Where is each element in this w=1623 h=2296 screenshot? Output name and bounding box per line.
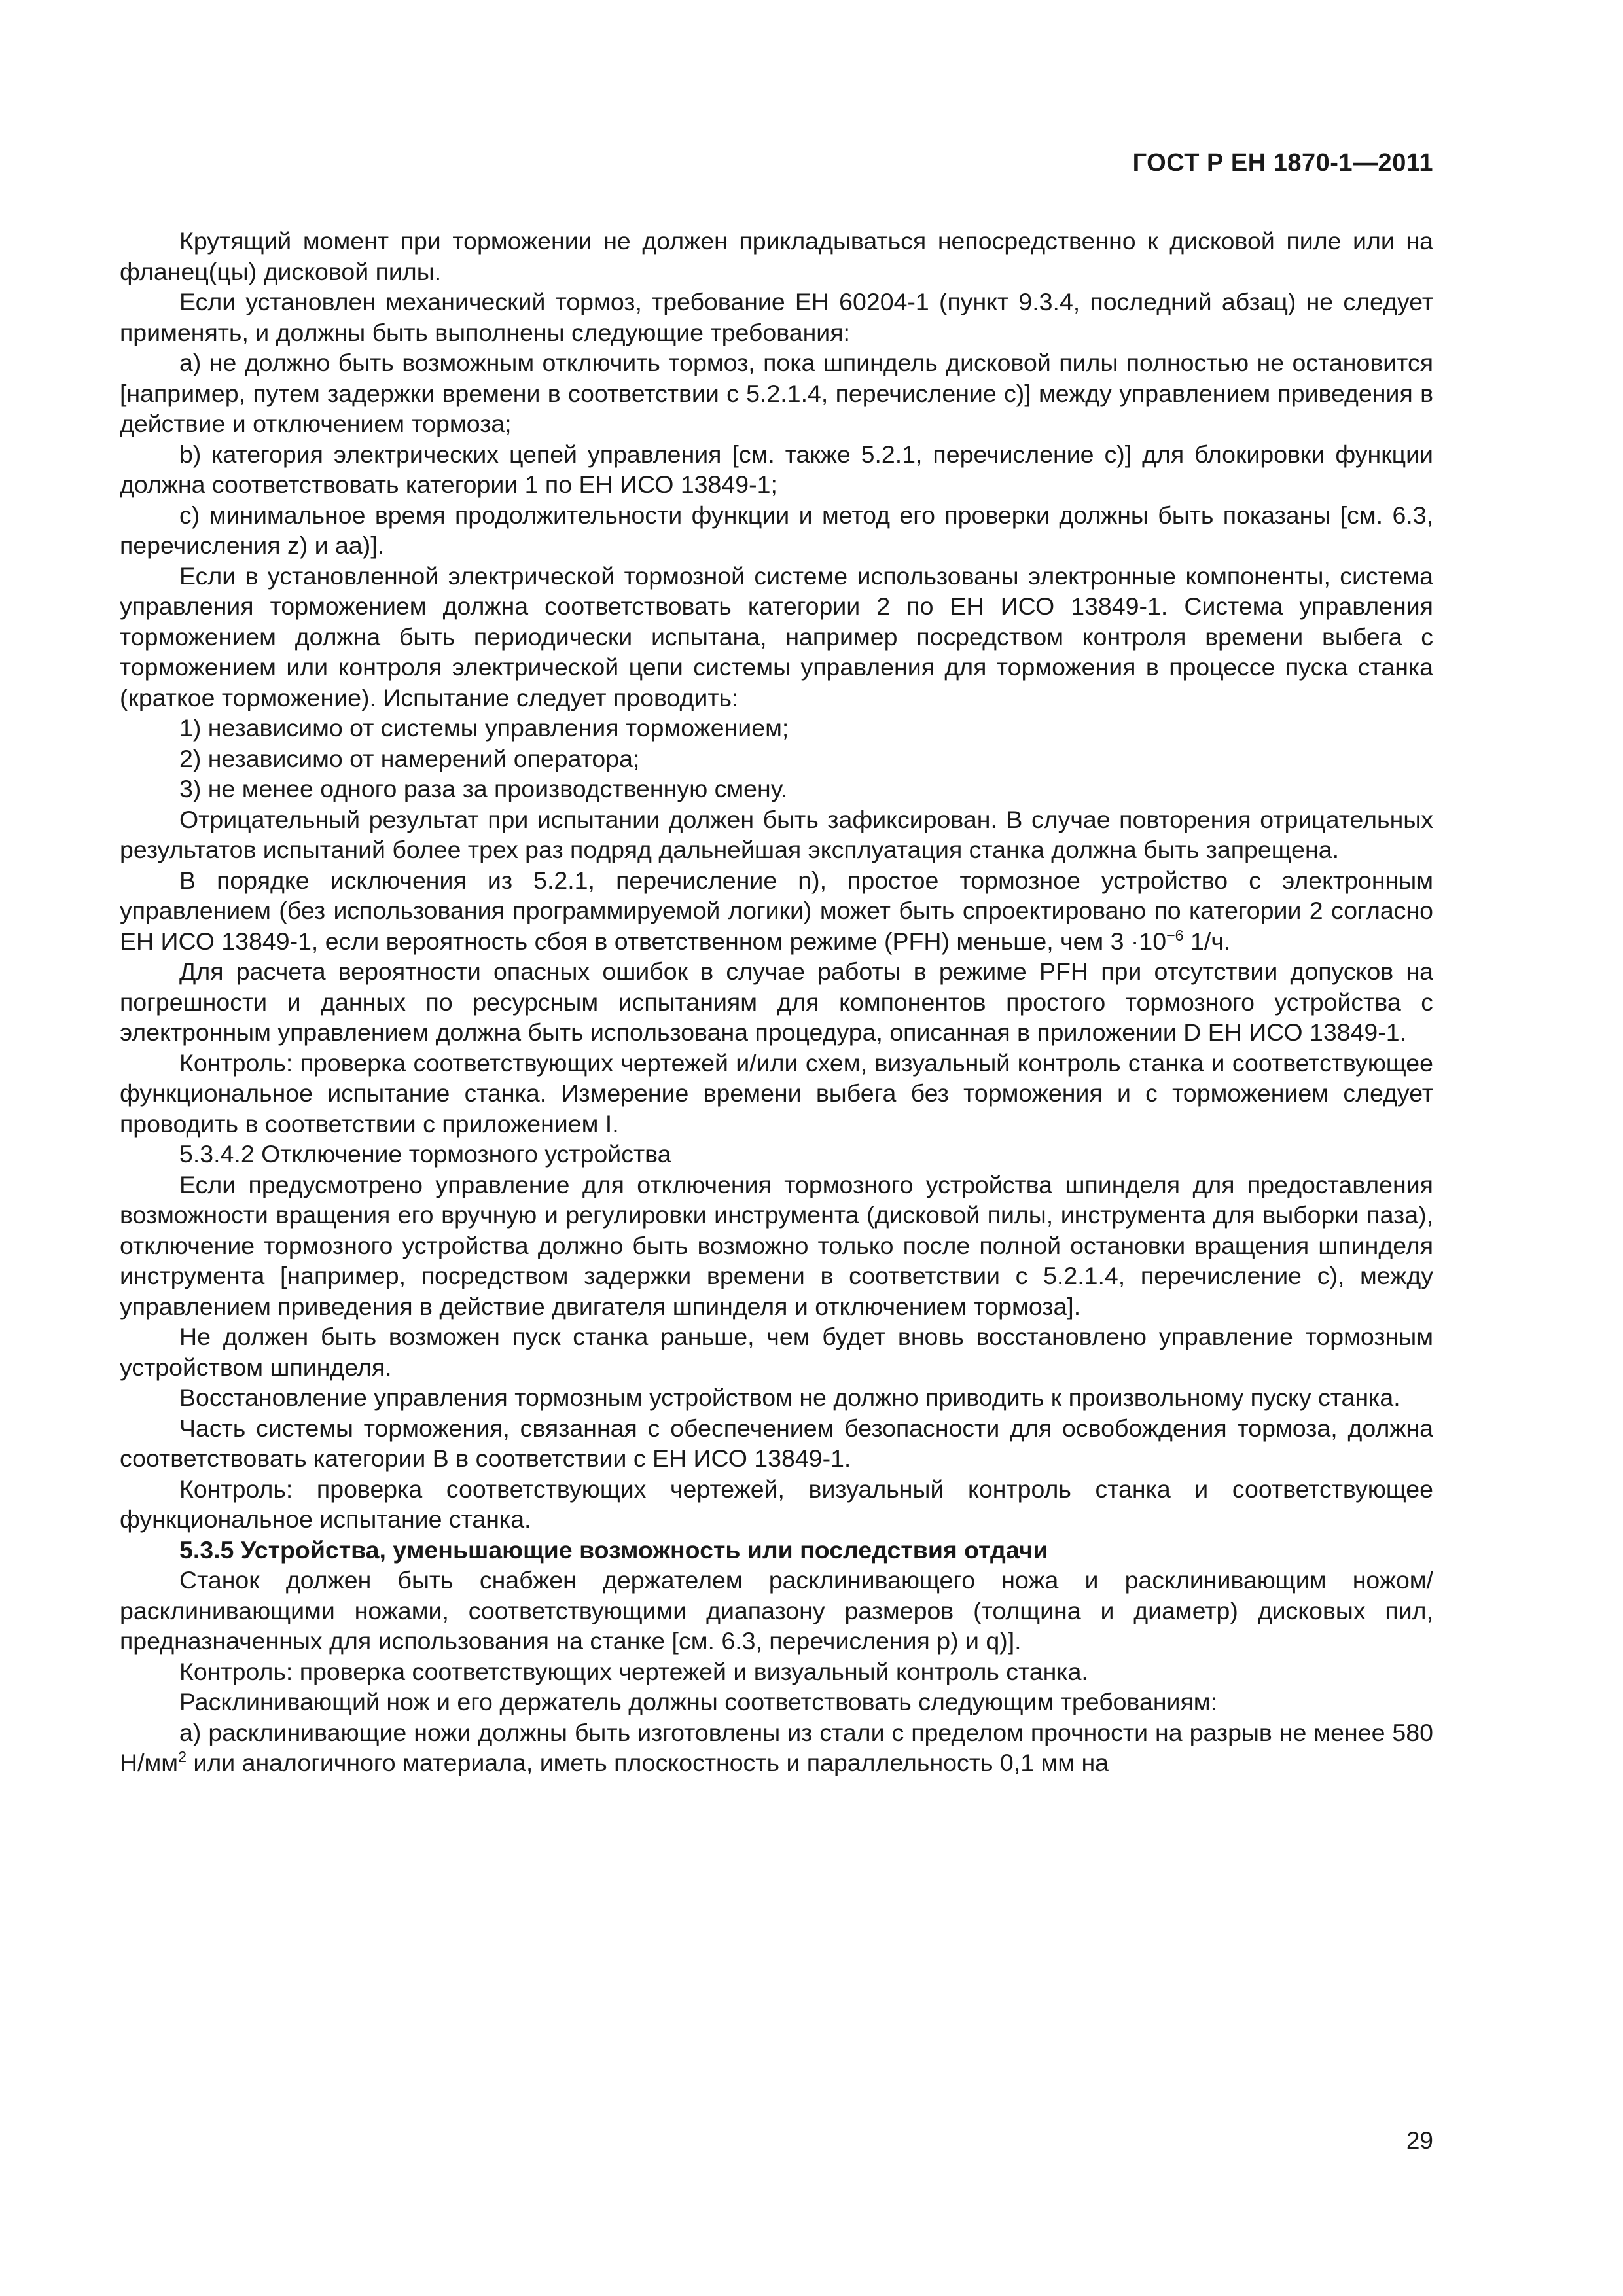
steel-text-after: или аналогичного материала, иметь плоскостность и параллельность 0,1 мм на [187,1749,1109,1776]
paragraph-safety-category: Часть системы торможения, связанная с обеспечением безопасности для освобождения тормоза, должна соответствовать категории B в соответствии с ЕН ИСО 13849-1. [120,1414,1433,1472]
paragraph-calculation: Для расчета вероятности опасных ошибок в случае работы в режиме PFH при отсутствии допусков на погрешности и данных по ресурсным испытаниям для компонентов простого тормозного устройства с электронным управлением должна быть использована процедура, описанная в приложении D ЕН ИСО 13849-1. [120,958,1433,1046]
pfh-exponent: −6 [1166,926,1184,944]
list-item-3: 3) не менее одного раза за производственную смену. [179,775,788,802]
paragraph-control-2: Контроль: проверка соответствующих чертежей, визуальный контроль станка и соответствующее функциональное испытание станка. [120,1475,1433,1533]
paragraph-pfh-exception [120,865,1433,957]
pfh-text: В порядке исключения из 5.2.1, перечисление n), простое тормозное устройство с электронным управлением (без использования программируемой логики) может быть спроектировано по категории 2 согласно ЕН ИСО 13849-1, если вероятность сбоя в ответственном режиме (PFH) меньше, чем 3 ·10 [120,866,1433,955]
paragraph-brake-disable: Если предусмотрено управление для отключения тормозного устройства шпинделя для предоставления возможности вращения его вручную и регулировки инструмента (дисковой пилы, инструмента для выборки паза), отключение тормозного устройства должно быть возможно только после полной остановки вращения шпинделя инструмента [например, посредством задержки времени в соответствии с 5.2.1.4, перечисление c), между управлением приведения в действие двигателя шпинделя и отключением тормоза]. [120,1170,1433,1320]
paragraph-control-1: Контроль: проверка соответствующих чертежей и/или схем, визуальный контроль станка и соответствующее функциональное испытание станка. Измерение времени выбега без торможения и с торможением следует проводить в соответствии с приложением I. [120,1049,1433,1138]
page-number: 29 [1406,2127,1433,2154]
paragraph-riving-knife: Станок должен быть снабжен держателем расклинивающего ножа и расклинивающим ножом/расклинивающими ножами, соответствующими диапазону размеров (толщина и диаметр) дисковых пил, предназначенных для использования на станке [см. 6.3, перечисления p) и q)]. [120,1566,1433,1655]
steel-text: a) расклинивающие ножи должны быть изготовлены из стали с пределом прочности на разрыв не менее 580 Н/мм [120,1718,1433,1776]
paragraph-mechanical-brake: Если установлен механический тормоз, требование ЕН 60204-1 (пункт 9.3.4, последний абзац) не следует применять, и должны быть выполнены следующие требования: [120,288,1433,346]
paragraph-negative-result: Отрицательный результат при испытании должен быть зафиксирован. В случае повторения отрицательных результатов испытаний более трех раз подряд дальнейшая эксплуатация станка должна быть запрещена. [120,805,1433,863]
paragraph-electronic-brake: Если в установленной электрической тормозной системе использованы электронные компоненты, система управления торможением должна соответствовать категории 2 по ЕН ИСО 13849-1. Система управления торможением должна быть периодически испытана, например посредством контроля времени выбега с торможением или контроля электрической цепи системы управления для торможения в процессе пуска станка (краткое торможение). Испытание следует проводить: [120,562,1433,711]
mm-squared-superscript: 2 [178,1748,187,1766]
section-heading-5-3-5: 5.3.5 Устройства, уменьшающие возможность или последствия отдачи [179,1535,1048,1564]
paragraph-requirements-intro: Расклинивающий нож и его держатель должны соответствовать следующим требованиям: [179,1688,1217,1715]
list-item-a-steel [120,1717,1433,1778]
paragraph-restore-control: Восстановление управления тормозным устройством не должно приводить к произвольному пуску станка. [179,1384,1400,1411]
list-item-a: a) не должно быть возможным отключить тормоз, пока шпиндель дисковой пилы полностью не остановится [например, путем задержки времени в соответствии с 5.2.1.4, перечисление c)] между управлением приведения в действие и отключением тормоза; [120,349,1433,437]
pfh-unit: 1/ч. [1183,927,1231,955]
list-item-b: b) категория электрических цепей управления [см. также 5.2.1, перечисление c)] для блокировки функции должна соответствовать категории 1 по ЕН ИСО 13849-1; [120,440,1433,498]
list-item-2: 2) независимо от намерений оператора; [179,744,640,772]
list-item-c: c) минимальное время продолжительности функции и метод его проверки должны быть показаны [см. 6.3, перечисления z) и aa)]. [120,501,1433,559]
paragraph-torque: Крутящий момент при торможении не должен прикладываться непосредственно к дисковой пиле или на фланец(цы) дисковой пилы. [120,227,1433,285]
document-body [120,226,1433,1778]
list-item-1: 1) независимо от системы управления торможением; [179,714,789,742]
standard-code-header: ГОСТ Р ЕН 1870-1—2011 [1132,149,1433,177]
paragraph-control-3: Контроль: проверка соответствующих чертежей и визуальный контроль станка. [179,1657,1088,1685]
subsection-title-5-3-4-2: 5.3.4.2 Отключение тормозного устройства [179,1140,671,1168]
paragraph-start-prevent: Не должен быть возможен пуск станка раньше, чем будет вновь восстановлено управление тормозным устройством шпинделя. [120,1323,1433,1381]
